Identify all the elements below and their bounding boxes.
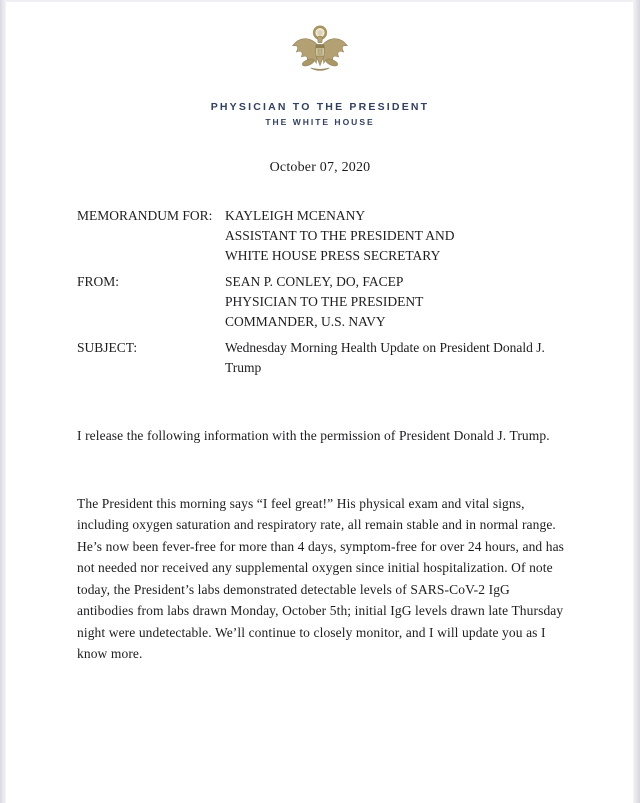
- health-update-paragraph: The President this morning says “I feel great!” His physical exam and vital signs, including oxygen saturation and respiratory rate, all remain stable and in normal range. He’s now been fever-free for more than 4 days, symptom-free for over 24 hours, and has not needed nor received any supplemental oxygen since initial hospitalization. Of note today, the President’s labs demonstrated detectable levels of SARS-CoV-2 IgG antibodies from labs drawn Monday, October 5th; initial IgG levels drawn late Thursday night were undetectable. We’ll continue to closely monitor, and I will update you as I know more.: [77, 495, 565, 661]
- memo-field-value: [225, 272, 580, 332]
- memo-row-from: [77, 272, 580, 332]
- memo-fields: [77, 206, 580, 378]
- memo-value-line: ASSISTANT TO THE PRESIDENT AND: [225, 228, 455, 243]
- page-edge-left: [0, 0, 6, 803]
- memo-value-line: WHITE HOUSE PRESS SECRETARY: [225, 248, 441, 263]
- memo-value-line: COMMANDER, U.S. NAVY: [225, 314, 386, 329]
- memo-row-memorandum-for: [77, 206, 580, 266]
- letterhead: [0, 0, 640, 127]
- memo-value-line: PHYSICIAN TO THE PRESIDENT: [225, 294, 424, 309]
- memo-field-label: SUBJECT:: [77, 340, 138, 355]
- letterhead-org-line: THE WHITE HOUSE: [265, 117, 375, 127]
- memo-row-subject: [77, 338, 580, 378]
- page-edge-top: [0, 0, 640, 2]
- memo-field-label: FROM:: [77, 274, 120, 289]
- memo-field-value: [225, 338, 580, 378]
- date-line: October 07, 2020: [269, 160, 371, 175]
- memo-value-line: KAYLEIGH MCENANY: [225, 208, 366, 223]
- memo-value-line: SEAN P. CONLEY, DO, FACEP: [225, 274, 404, 289]
- release-statement-paragraph: I release the following information with the permission of President Donald J. Trump.: [77, 428, 550, 443]
- letterhead-office-line: PHYSICIAN TO THE PRESIDENT: [210, 101, 430, 113]
- presidential-eagle-seal-icon: [289, 22, 351, 88]
- memo-field-value: [225, 206, 580, 266]
- memo-body: [77, 425, 569, 665]
- memo-value-line: Wednesday Morning Health Update on President Donald J. Trump: [225, 340, 545, 375]
- page-edge-right: [633, 0, 640, 803]
- memo-field-label: MEMORANDUM FOR:: [77, 208, 213, 223]
